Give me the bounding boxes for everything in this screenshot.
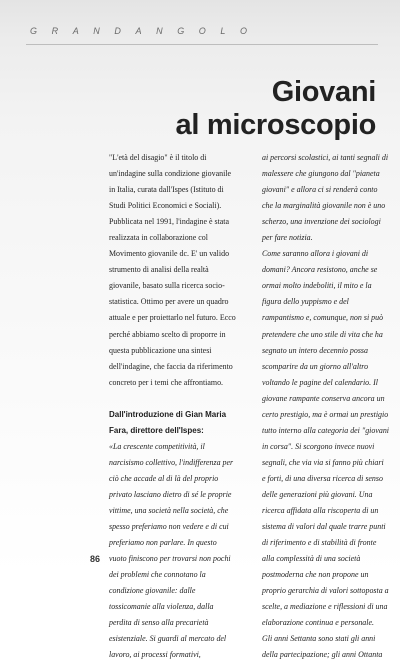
- quote-paragraph: «La crescente competitività, il narcisismo collettivo, l'indifferenza per ciò che accade al di là del proprio privato lasciano dietro di sé le proprie vittime, una società nella società, che spesso preferiamo non vedere e di cui preferiamo non parlare. In questo vuoto finiscono per trovarsi non pochi dei problemi che connotano la condizione giovanile: dalle tossicomanie alla violenza, dalla perdita di senso alla precarietà esistenziale. Si guardi al mercato del lavoro, ai processi formativi,: [109, 441, 234, 660]
- quote-subheading: Dall'introduzione di Gian Maria Fara, direttore dell'Ispes:: [109, 409, 227, 435]
- right-paragraph-3: Gli anni Settanta sono stati gli anni della partecipazione; gli anni Ottanta: [262, 634, 383, 660]
- article-title: [130, 76, 376, 142]
- page-number: 86: [90, 554, 101, 564]
- intro-paragraph: "L'età del disagio" è il titolo di un'indagine sulla condizione giovanile in Italia, curata dall'Ispes (Istituto di Studi Politici Economici e Sociali). Pubblicata nel 1991, l'indagine è stata realizzata in collaborazione col Movimento giovanile dc. E' un valido strumento di analisi della realtà giovanile, basato sulla ricerca socio-statistica. Ottimo per avere un quadro attuale e per proiettarlo nel futuro. Ecco perché abbiamo scelto di proporre in questa pubblicazione una sintesi dell'indagine, che faccia da riferimento concreto per i temi che affrontiamo.: [109, 153, 236, 387]
- header-divider: [26, 44, 378, 45]
- right-column: [262, 150, 389, 664]
- title-line-2: al microscopio: [175, 109, 376, 141]
- right-paragraph-1: ai percorsi scolastici, ai tanti segnali di malessere che giungono dal "pianeta giovani" e allora ci si renderà conto che la marginalità giovanile non è uno scherzo, una invenzione dei sociologi per fare notizia.: [262, 153, 389, 243]
- title-line-1: Giovani: [271, 76, 376, 108]
- section-header: GRANDANGOLO: [30, 26, 262, 36]
- right-paragraph-2: Come saranno allora i giovani di domani? Ancora resistono, anche se ormai molto indeboliti, il mito e la figura dello yuppismo e del rampantismo e, comunque, non si può pretendere che uno stile di vita che ha segnato un intero decennio possa scomparire da un giorno all'altro voltando le pagine del calendario. Il giovane rampante conserva ancora un certo prestigio, ma è ormai un prestigio tutto interno alla categoria dei "giovani in corsa". Si scorgono invece nuovi segnali, che via via si fanno più chiari e forti, di una diversa ricerca di senso delle generazioni più giovani. Una ricerca affidata alla riscoperta di un sistema di valori dal quale trarre punti di riferimento e di stabilità di fronte alla complessità di una società postmoderna che non propone un proprio gerarchia di valori sottoposta a scelte, a mediazione e riflessioni di una elaborazione continua e personale.: [262, 249, 390, 628]
- left-column: [109, 150, 236, 663]
